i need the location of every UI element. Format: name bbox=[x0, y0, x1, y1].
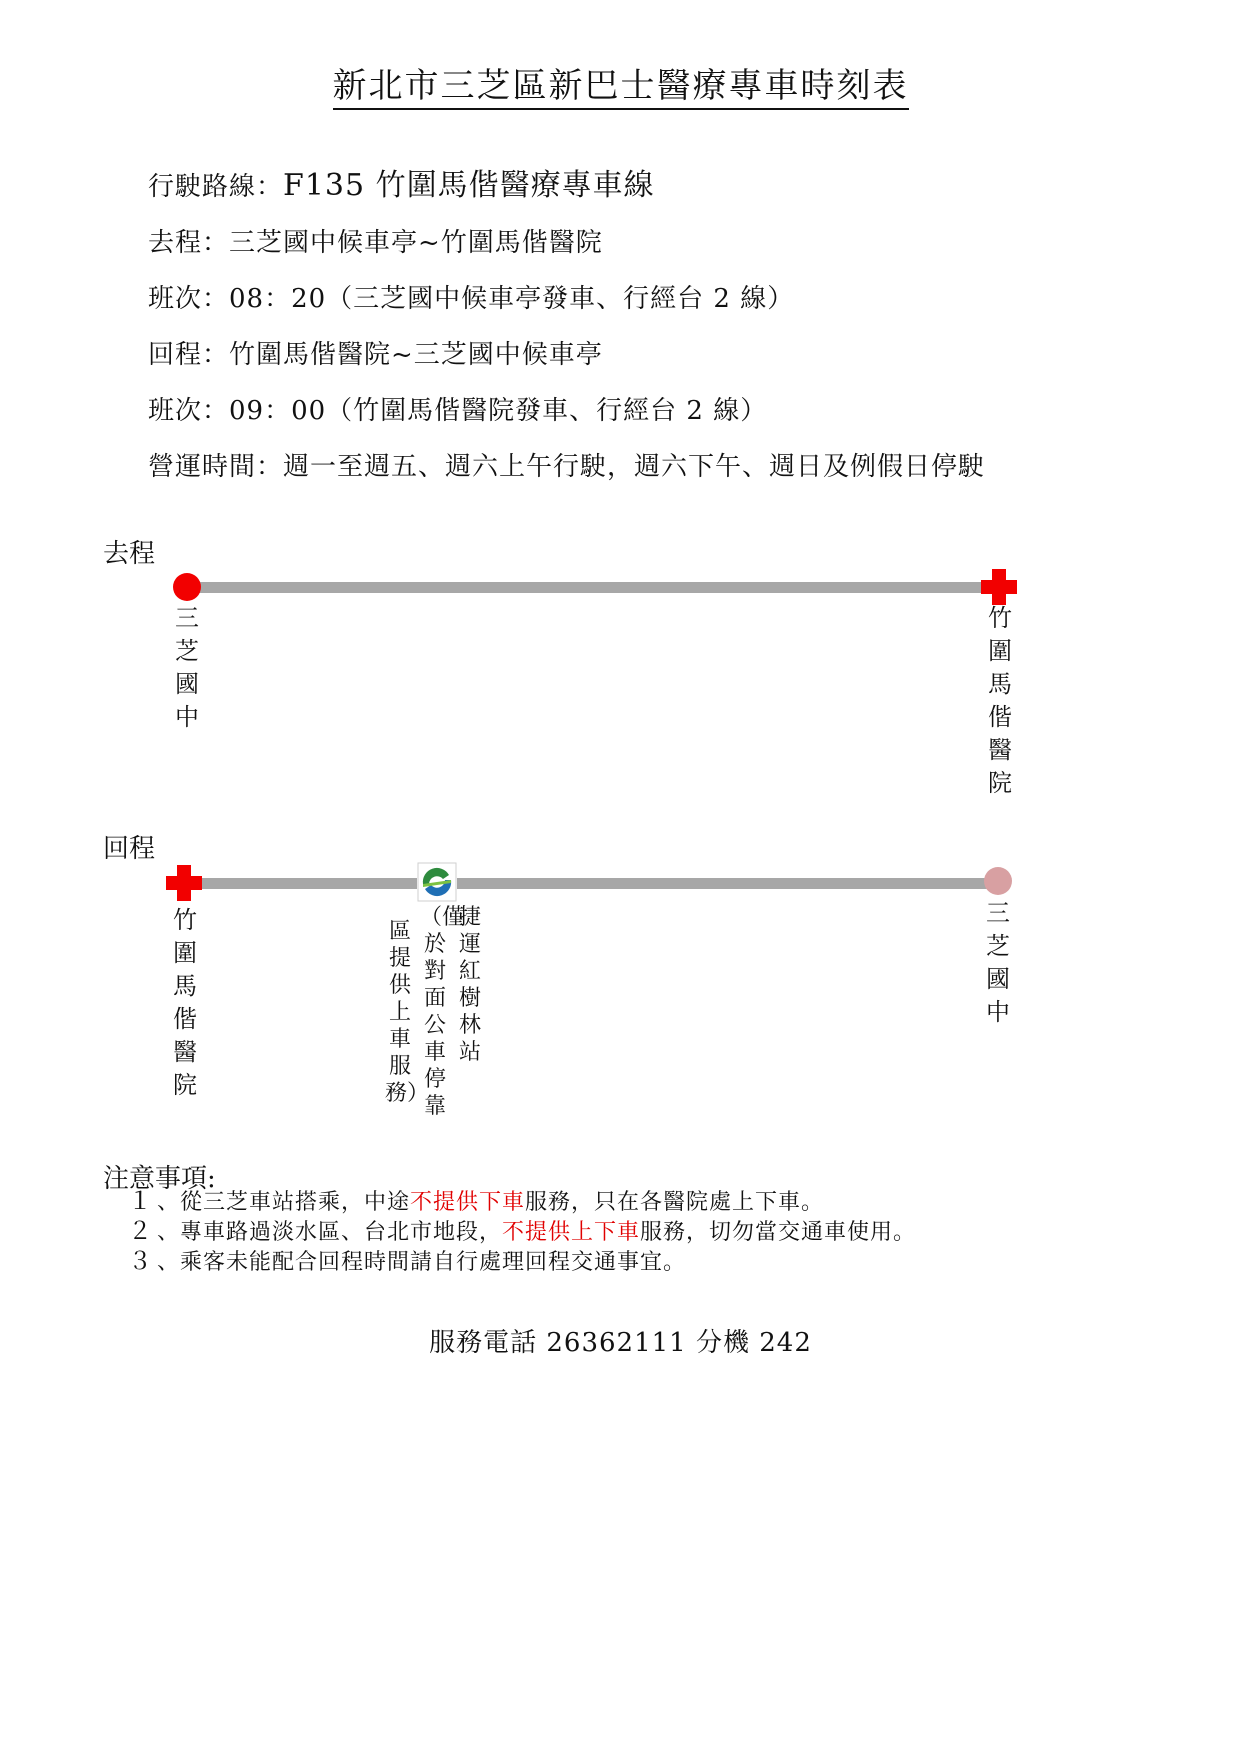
return-start-hospital-icon bbox=[166, 865, 202, 901]
outbound-info: 去程：三芝國中候車亭~竹圍馬偕醫院 bbox=[148, 228, 603, 258]
route-line-info bbox=[148, 160, 655, 204]
route-label: 行駛路線： bbox=[148, 172, 284, 202]
note-item-3 bbox=[128, 1241, 686, 1276]
note-text: 服務，只在各醫院處上下車。 bbox=[525, 1190, 825, 1215]
note-text: 、乘客未能配合回程時間請自行處理回程交通事宜。 bbox=[157, 1250, 687, 1275]
outbound-end-hospital-icon bbox=[981, 569, 1017, 605]
note-text: 、專車路過淡水區、台北市地段， bbox=[157, 1220, 503, 1245]
note-number: ３ bbox=[128, 1247, 153, 1275]
note-text: 服務，切勿當交通車使用。 bbox=[640, 1220, 917, 1245]
notes-title: 注意事項: bbox=[103, 1164, 216, 1194]
return-schedule: 班次：09：00（竹圍馬偕醫院發車、行經台 2 線） bbox=[148, 396, 768, 426]
route-value: F135 竹圍馬偕醫療專車線 bbox=[283, 168, 655, 203]
outbound-start-stop-dot bbox=[173, 573, 201, 601]
return-end-stop-label: 三芝國中 bbox=[986, 899, 1010, 1026]
note-number: １ bbox=[128, 1187, 153, 1215]
mrt-station-icon bbox=[417, 862, 457, 902]
return-route-line bbox=[186, 878, 998, 889]
service-phone: 服務電話 26362111 分機 242 bbox=[429, 1328, 812, 1358]
outbound-section-label: 去程 bbox=[103, 539, 156, 569]
mrt-station-name: 捷運紅樹林站 bbox=[458, 905, 481, 1065]
outbound-schedule: 班次：08：20（三芝國中候車亭發車、行經台 2 線） bbox=[148, 284, 795, 314]
mrt-station-note-1: （僅於對面公車停靠 bbox=[420, 905, 465, 1119]
outbound-route-line bbox=[188, 582, 998, 593]
return-end-stop-dot bbox=[984, 867, 1012, 895]
page-title: 新北市三芝區新巴士醫療專車時刻表 bbox=[0, 58, 1241, 107]
mrt-station-note-2: 區提供上車服務） bbox=[385, 919, 430, 1106]
note-text: 、從三芝車站搭乘，中途 bbox=[157, 1190, 411, 1215]
outbound-end-stop-label: 竹圍馬偕醫院 bbox=[988, 604, 1012, 797]
outbound-start-stop-label: 三芝國中 bbox=[175, 604, 199, 731]
return-section-label: 回程 bbox=[103, 834, 156, 864]
operating-hours: 營運時間：週一至週五、週六上午行駛，週六下午、週日及例假日停駛 bbox=[148, 452, 986, 482]
note-highlight: 不提供下車 bbox=[410, 1190, 526, 1215]
note-highlight: 不提供上下車 bbox=[502, 1220, 641, 1245]
return-info: 回程：竹圍馬偕醫院~三芝國中候車亭 bbox=[148, 340, 603, 370]
note-number: ２ bbox=[128, 1217, 153, 1245]
return-start-stop-label: 竹圍馬偕醫院 bbox=[173, 906, 197, 1099]
